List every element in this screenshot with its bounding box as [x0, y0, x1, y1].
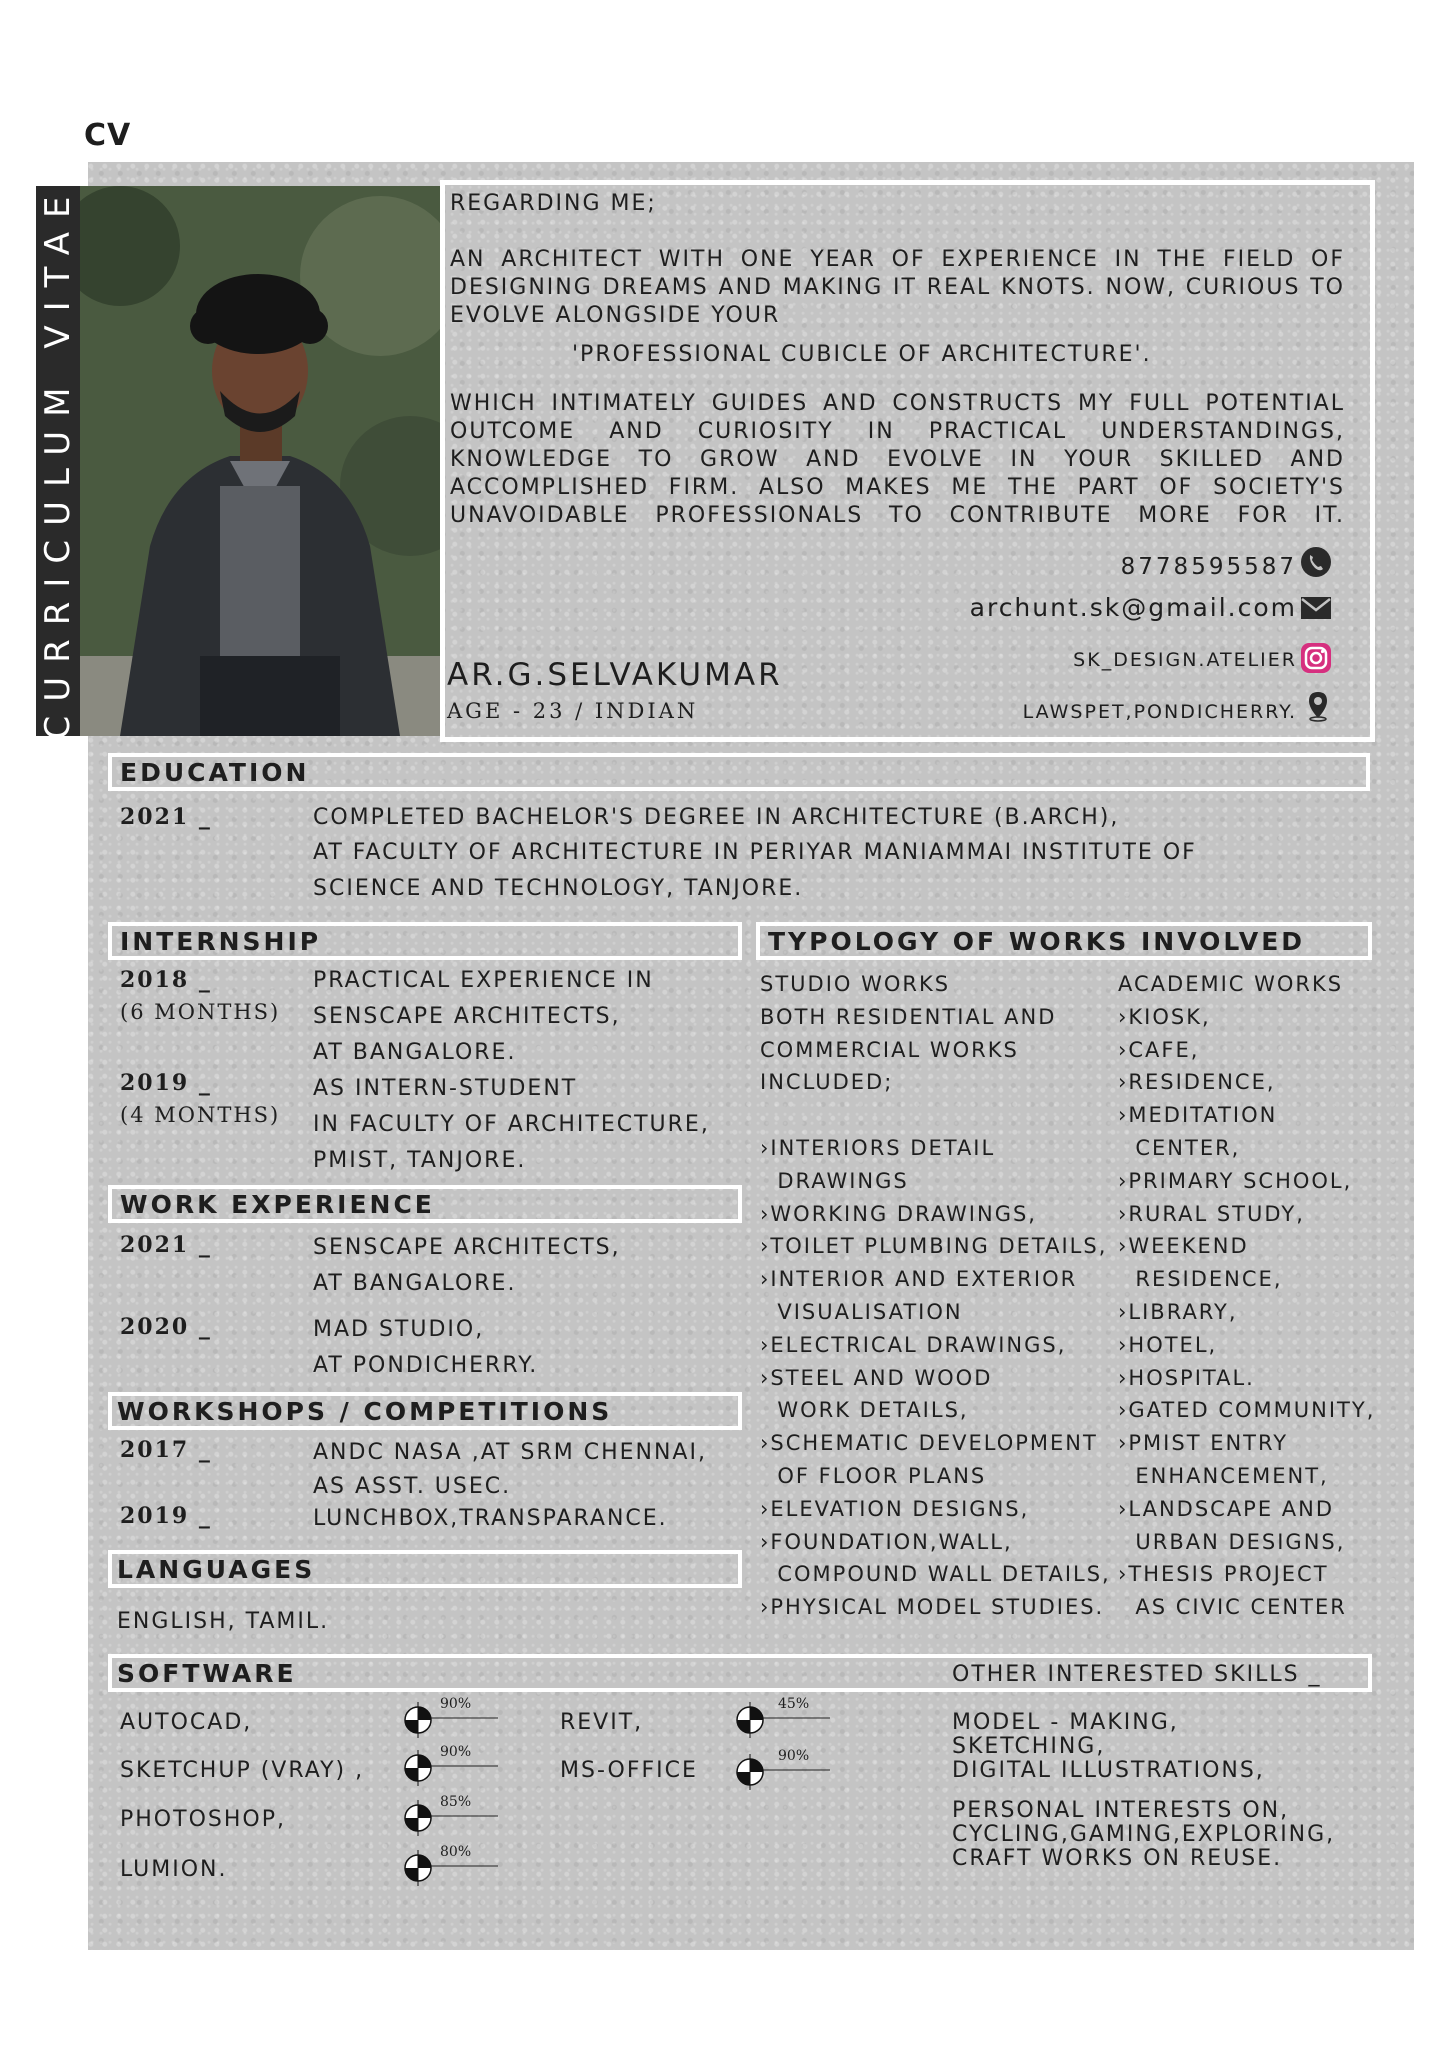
workshop-line: AS ASST. USEC.	[313, 1474, 512, 1499]
internship-year: 2018 _	[120, 967, 212, 993]
typology-heading: TYPOLOGY OF WORKS INVOLVED	[768, 927, 1306, 956]
languages-heading: LANGUAGES	[117, 1555, 316, 1584]
studio-work-item: ›WORKING DRAWINGS,	[760, 1201, 1037, 1226]
academic-work-item: ENHANCEMENT,	[1118, 1464, 1329, 1488]
studio-work-item: ›PHYSICAL MODEL STUDIES.	[760, 1595, 1105, 1620]
education-line: SCIENCE AND TECHNOLOGY, TANJORE.	[313, 876, 804, 901]
education-line: AT FACULTY OF ARCHITECTURE IN PERIYAR MANIAMMAI INSTITUTE OF	[313, 840, 1197, 865]
location: LAWSPET,PONDICHERRY.	[1022, 701, 1297, 723]
personal-interest: CYCLING,GAMING,EXPLORING,	[952, 1822, 1336, 1847]
workshop-line: LUNCHBOX,TRANSPARANCE.	[313, 1506, 668, 1531]
academic-work-item: ›LIBRARY,	[1118, 1300, 1238, 1324]
studio-work-item: OF FLOOR PLANS	[760, 1464, 987, 1488]
about-line: ACCOMPLISHED FIRM. ALSO MAKES ME THE PART OF SOCIETY'S	[450, 475, 1345, 500]
work-year: 2021 _	[120, 1232, 212, 1258]
workshops-heading: WORKSHOPS / COMPETITIONS	[117, 1397, 613, 1426]
phone-icon	[1300, 546, 1332, 578]
workshop-year: 2019 _	[120, 1503, 212, 1529]
studio-work-item: INCLUDED;	[760, 1070, 894, 1095]
work-year: 2020 _	[120, 1314, 212, 1340]
profile-age: AGE - 23 / INDIAN	[447, 699, 699, 723]
work-experience-heading: WORK EXPERIENCE	[120, 1190, 435, 1219]
phone-number: 8778595587	[1120, 554, 1297, 580]
work-line: MAD STUDIO,	[313, 1317, 485, 1342]
studio-work-item: ›ELEVATION DESIGNS,	[760, 1496, 1030, 1521]
studio-work-item: BOTH RESIDENTIAL AND	[760, 1004, 1057, 1029]
skill-percent: 90%	[778, 1748, 810, 1764]
academic-work-item: ›RESIDENCE,	[1118, 1070, 1276, 1095]
internship-line: IN FACULTY OF ARCHITECTURE,	[313, 1112, 710, 1137]
other-skill: DIGITAL ILLUSTRATIONS,	[952, 1758, 1265, 1783]
internship-line: SENSCAPE ARCHITECTS,	[313, 1004, 621, 1029]
education-heading: EDUCATION	[120, 758, 310, 787]
software-heading: SOFTWARE	[117, 1659, 297, 1688]
about-line: UNAVOIDABLE PROFESSIONALS TO CONTRIBUTE MORE FOR IT.	[450, 503, 1345, 528]
academic-work-item: ›CAFE,	[1118, 1037, 1200, 1062]
email-address: archunt.sk@gmail.com	[969, 593, 1297, 622]
instagram-handle: SK_DESIGN.ATELIER	[1073, 649, 1297, 671]
internship-line: PMIST, TANJORE.	[313, 1148, 527, 1173]
about-line: OUTCOME AND CURIOSITY IN PRACTICAL UNDERSTANDINGS,	[450, 419, 1345, 444]
internship-line: AS INTERN-STUDENT	[313, 1076, 578, 1101]
personal-interest: PERSONAL INTERESTS ON,	[952, 1798, 1290, 1823]
software-name: PHOTOSHOP,	[120, 1807, 286, 1832]
studio-work-item: ›INTERIORS DETAIL	[760, 1136, 996, 1160]
academic-work-item: ›LANDSCAPE AND	[1118, 1496, 1335, 1521]
about-line: DESIGNING DREAMS AND MAKING IT REAL KNOTS. NOW, CURIOUS TO	[450, 275, 1345, 300]
skill-percent: 80%	[440, 1844, 472, 1860]
education-year: 2021 _	[120, 804, 212, 830]
studio-work-item: ›SCHEMATIC DEVELOPMENT	[760, 1431, 1098, 1456]
skill-percent: 85%	[440, 1794, 472, 1810]
skill-percent: 90%	[440, 1696, 472, 1712]
other-skills-heading: OTHER INTERESTED SKILLS _	[952, 1662, 1322, 1687]
internship-duration: (6 MONTHS)	[120, 1000, 281, 1024]
work-line: AT BANGALORE.	[313, 1271, 517, 1296]
software-name: MS-OFFICE	[560, 1758, 698, 1783]
languages-value: ENGLISH, TAMIL.	[117, 1609, 330, 1634]
software-name: AUTOCAD,	[120, 1710, 253, 1735]
academic-work-item: URBAN DESIGNS,	[1118, 1529, 1346, 1554]
internship-line: PRACTICAL EXPERIENCE IN	[313, 968, 654, 993]
about-line: KNOWLEDGE TO GROW AND EVOLVE IN YOUR SKILLED AND	[450, 447, 1345, 472]
mail-icon	[1300, 592, 1332, 624]
about-quote: 'PROFESSIONAL CUBICLE OF ARCHITECTURE'.	[572, 342, 1152, 367]
cv-label: CV	[84, 118, 132, 153]
software-name: REVIT,	[560, 1710, 644, 1735]
about-heading: REGARDING ME;	[450, 191, 657, 216]
work-line: SENSCAPE ARCHITECTS,	[313, 1235, 621, 1260]
internship-duration: (4 MONTHS)	[120, 1103, 281, 1127]
studio-work-item: ›INTERIOR AND EXTERIOR	[760, 1267, 1078, 1292]
studio-work-item: ›TOILET PLUMBING DETAILS,	[760, 1234, 1108, 1259]
studio-work-item: VISUALISATION	[760, 1300, 963, 1324]
other-skill: MODEL - MAKING,	[952, 1710, 1179, 1735]
studio-work-item: ›STEEL AND WOOD	[760, 1365, 993, 1390]
internship-line: AT BANGALORE.	[313, 1040, 517, 1065]
studio-work-item: ›FOUNDATION,WALL,	[760, 1529, 1013, 1554]
internship-year: 2019 _	[120, 1070, 212, 1096]
academic-work-item: CENTER,	[1118, 1136, 1241, 1160]
academic-work-item: ›WEEKEND	[1118, 1234, 1249, 1259]
academic-work-item: ›RURAL STUDY,	[1118, 1201, 1305, 1226]
studio-work-item: COMMERCIAL WORKS	[760, 1037, 1019, 1062]
academic-work-item: ›HOSPITAL.	[1118, 1365, 1255, 1390]
academic-work-item: RESIDENCE,	[1118, 1267, 1283, 1292]
academic-work-item: ›THESIS PROJECT	[1118, 1562, 1329, 1587]
instagram-icon	[1300, 642, 1332, 674]
about-line: AN ARCHITECT WITH ONE YEAR OF EXPERIENCE IN THE FIELD OF	[450, 247, 1345, 272]
academic-work-item: ACADEMIC WORKS	[1118, 972, 1344, 996]
vertical-title: CURRICULUM VITAE	[38, 182, 78, 740]
studio-work-item: ›ELECTRICAL DRAWINGS,	[760, 1332, 1067, 1357]
personal-interest: CRAFT WORKS ON REUSE.	[952, 1846, 1283, 1871]
studio-work-item: DRAWINGS	[760, 1168, 909, 1193]
academic-work-item: ›KIOSK,	[1118, 1004, 1211, 1029]
academic-work-item: ›GATED COMMUNITY,	[1118, 1398, 1376, 1423]
location-pin-icon	[1302, 690, 1334, 722]
skill-percent: 90%	[440, 1744, 472, 1760]
workshop-line: ANDC NASA ,AT SRM CHENNAI,	[313, 1440, 707, 1465]
about-line: WHICH INTIMATELY GUIDES AND CONSTRUCTS MY FULL POTENTIAL	[450, 391, 1345, 416]
software-name: LUMION.	[120, 1857, 228, 1882]
academic-work-item: ›MEDITATION	[1118, 1103, 1278, 1128]
studio-work-item: COMPOUND WALL DETAILS,	[760, 1562, 1111, 1587]
academic-work-item: ›HOTEL,	[1118, 1332, 1218, 1357]
profile-name: AR.G.SELVAKUMAR	[447, 657, 783, 693]
education-line: COMPLETED BACHELOR'S DEGREE IN ARCHITECTURE (B.ARCH),	[313, 805, 1120, 830]
academic-work-item: AS CIVIC CENTER	[1118, 1595, 1347, 1620]
about-line: EVOLVE ALONGSIDE YOUR	[450, 303, 781, 328]
studio-work-item: WORK DETAILS,	[760, 1398, 969, 1423]
workshop-year: 2017 _	[120, 1437, 212, 1463]
software-name: SKETCHUP (VRAY) ,	[120, 1758, 365, 1783]
work-line: AT PONDICHERRY.	[313, 1353, 539, 1378]
skill-percent: 45%	[778, 1696, 810, 1712]
academic-work-item: ›PRIMARY SCHOOL,	[1118, 1168, 1353, 1193]
other-skill: SKETCHING,	[952, 1734, 1106, 1759]
studio-work-item: STUDIO WORKS	[760, 972, 951, 996]
profile-photo	[80, 186, 440, 736]
internship-heading: INTERNSHIP	[120, 927, 322, 956]
academic-work-item: ›PMIST ENTRY	[1118, 1431, 1289, 1456]
